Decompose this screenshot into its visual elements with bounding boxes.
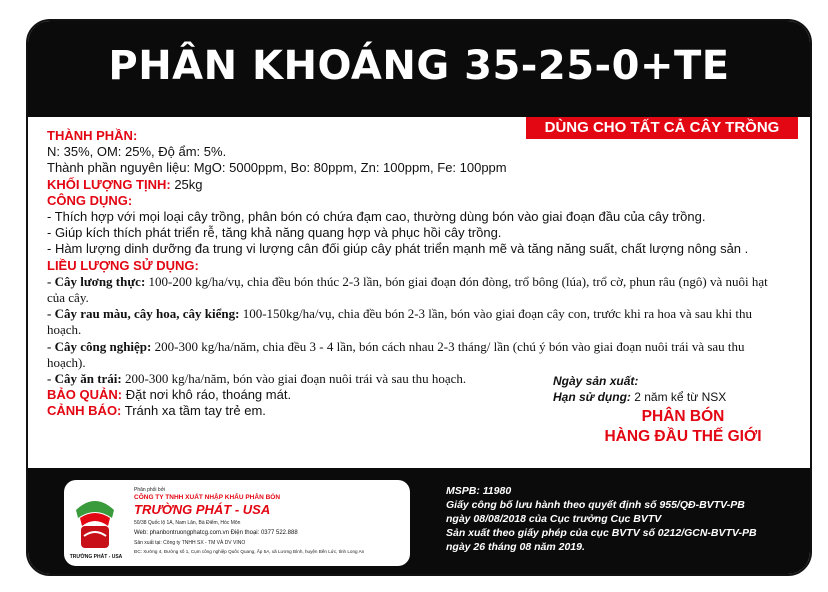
footer-bar	[28, 468, 810, 576]
expiry-value: 2 năm kể từ NSX	[630, 390, 727, 404]
factory-address: ĐC: Xưởng 4, Đường số 1, Cụm công nghiệp Quốc Quang, Ấp 5A, xã Lương Bình, huyện Bến Lức, tỉnh Long An	[134, 549, 365, 554]
uses-item: - Giúp kích thích phát triển rễ, tăng khả năng quang hợp và phục hồi cây trồng.	[47, 225, 502, 241]
slogan-line: PHÂN BÓN	[641, 408, 725, 425]
company-brand: TRƯỜNG PHÁT - USA	[134, 502, 271, 517]
dosage-text: 200-300 kg/ha/năm, bón vào giai đoạn nuôi trái và sau thu hoạch.	[121, 371, 467, 387]
dosage-crop: - Cây rau màu, cây hoa, cây kiểng:	[47, 306, 240, 322]
registration-line: Sản xuất theo giấy phép của cục BVTV số 0212/GCN-BVTV-PB	[446, 527, 757, 539]
dosage-text: 100-200 kg/ha/vụ, chia đều bón thúc 2-3 lần, bón giai đoạn đón đòng, trổ bông (lúa), trổ cờ, phun râu (ngô) và nuôi hạt của cây.	[47, 273, 768, 306]
composition-line: N: 35%, OM: 25%, Độ ẩm: 5%.	[47, 144, 227, 160]
dosage-crop: - Cây công nghiệp:	[47, 338, 152, 354]
slogan-line: HÀNG ĐẦU THẾ GIỚI	[604, 428, 762, 445]
uses-label: CÔNG DỤNG:	[47, 192, 133, 208]
dosage-item	[47, 306, 775, 338]
registration-line: MSPB: 11980	[446, 485, 512, 497]
company-logo-icon	[72, 488, 118, 554]
composition-label: THÀNH PHẦN:	[47, 128, 138, 143]
expiry-label: Hạn sử dụng:	[553, 390, 631, 404]
slogan	[568, 407, 798, 447]
producer-name: Sản xuất tại: Công ty TNHH SX - TM VÀ DV VINO	[134, 540, 246, 546]
dosage-item	[47, 274, 775, 306]
storage-value: Đặt nơi khô ráo, thoáng mát.	[122, 387, 292, 403]
weight-value: 25kg	[170, 176, 203, 192]
company-full-name: CÔNG TY TNHH XUẤT NHẬP KHẨU PHÂN BÓN	[134, 494, 281, 501]
dosage-text: 200-300 kg/ha/năm, chia đều 3 - 4 lần, bón cách nhau 2-3 tháng/ lần (chú ý bón vào giai đoạn nuôi trái và sau thu hoạch).	[47, 338, 745, 370]
registration-line: ngày 26 tháng 08 năm 2019.	[446, 541, 585, 553]
dates-block	[553, 373, 753, 405]
dosage-text: 100-150kg/ha/vụ, chia đều bón 2-3 lần, bón vào giai đoạn cây con, trước khi ra hoa và sau khi thu hoạch.	[47, 306, 752, 338]
registration-info	[446, 484, 806, 554]
dosage-label: LIỀU LƯỢNG SỬ DỤNG:	[47, 257, 199, 273]
warning-value: Tránh xa tầm tay trẻ em.	[121, 403, 266, 419]
mfg-date-label: Ngày sản xuất:	[553, 374, 639, 388]
company-address: 50/38 Quốc lộ 1A, Nam Lân, Bà Điểm, Hóc Môn	[134, 520, 241, 526]
dosage-item	[47, 339, 775, 371]
dosage-crop: - Cây ăn trái:	[47, 371, 122, 387]
usage-banner: DÙNG CHO TẤT CẢ CÂY TRỒNG	[526, 117, 798, 139]
company-box	[64, 480, 410, 566]
storage-label: BẢO QUẢN:	[47, 387, 123, 403]
distributor-label: Phân phối bởi	[134, 487, 166, 493]
warning-label: CẢNH BÁO:	[47, 403, 122, 419]
uses-item: - Thích hợp với mọi loại cây trồng, phân bón có chứa đạm cao, thường dùng bón vào giai đoạn đầu của cây trồng.	[47, 209, 706, 225]
product-label	[26, 19, 812, 576]
composition-line: Thành phần nguyên liệu: MgO: 5000ppm, Bo: 80ppm, Zn: 100ppm, Fe: 100ppm	[47, 160, 507, 176]
dosage-crop: - Cây lương thực:	[47, 273, 146, 289]
weight-label: KHỐI LƯỢNG TỊNH:	[47, 176, 171, 192]
registration-line: ngày 08/08/2018 của Cục trưởng Cục BVTV	[446, 513, 662, 525]
title-bar	[28, 21, 810, 117]
uses-item: - Hàm lượng dinh dưỡng đa trung vi lượng cân đối giúp cây phát triển mạnh mẽ và tăng năng suất, chất lượng nông sản .	[47, 241, 749, 257]
registration-line: Giấy công bố lưu hành theo quyết định số 955/QĐ-BVTV-PB	[446, 499, 745, 511]
logo-caption: TRƯỜNG PHÁT - USA	[69, 554, 123, 560]
company-website: Web: phanbontruongphatcg.com.vn Điện thoại: 0377 522.888	[134, 530, 298, 536]
product-title: PHÂN KHOÁNG 35-25-0+TE	[108, 43, 730, 89]
